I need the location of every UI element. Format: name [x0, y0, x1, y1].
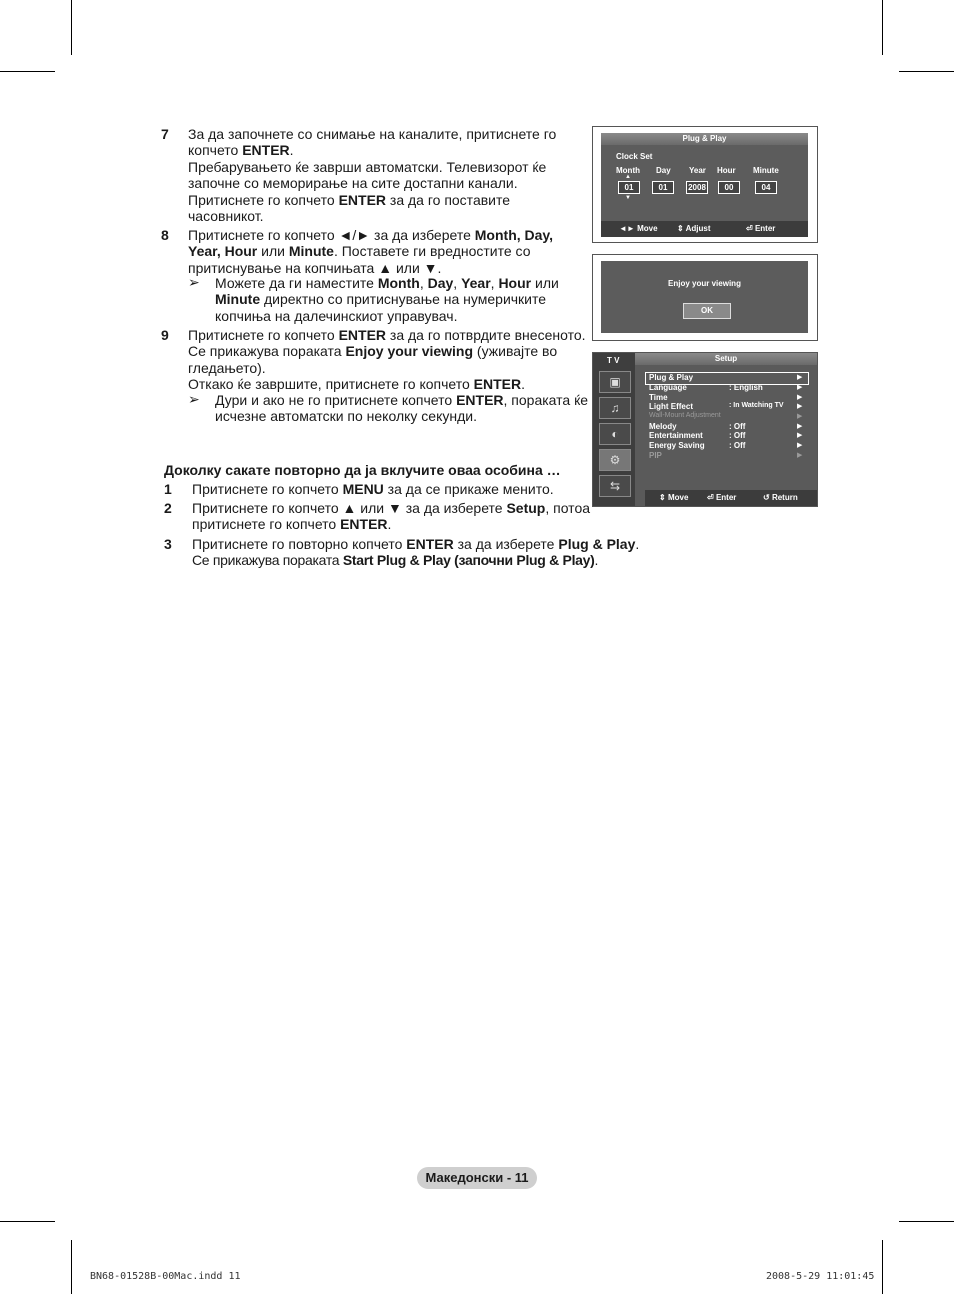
step-8-line: Year, Hour или Minute. Поставете ги вредностите со — [188, 243, 531, 260]
setup-icon[interactable]: ⚙ — [599, 449, 631, 471]
menu-item-plug-and-play[interactable]: Plug & Play — [649, 373, 694, 382]
crop-mark — [71, 0, 72, 55]
step-7-text — [188, 126, 556, 224]
menu-arrow-icon: ▶ — [797, 413, 803, 420]
channel-icon[interactable]: ◐ — [599, 423, 631, 445]
step-9-line: Се прикажува пораката Enjoy your viewing (уживајте во — [188, 343, 558, 360]
menu-arrow-icon: ▶ — [797, 423, 803, 430]
up-arrow-icon: ▲ — [625, 174, 631, 180]
page-number-badge: Македонски - 11 — [417, 1167, 537, 1189]
minute-label: Minute — [753, 166, 779, 175]
step-9-line: гледањето). — [188, 359, 266, 376]
crop-mark — [899, 71, 954, 72]
menu-item-language[interactable]: Language — [649, 383, 687, 392]
menu-item-pip: PIP — [649, 451, 662, 460]
month-field[interactable]: 01 — [618, 181, 640, 194]
setup-menu-screen — [592, 352, 818, 507]
menu-arrow-icon: ▶ — [797, 432, 803, 439]
footer-timestamp: 2008-5-29 11:01:45 — [766, 1271, 875, 1282]
enjoy-viewing-message: Enjoy your viewing — [668, 279, 741, 288]
step-9-number: 9 — [161, 327, 169, 343]
year-label: Year — [689, 166, 706, 175]
crop-mark — [0, 1221, 55, 1222]
menu-value-language: : English — [729, 383, 763, 392]
step-8-line: Притиснете го копчето ◄/► за да изберете Month, Day, — [188, 227, 554, 243]
step-8-note — [215, 275, 559, 324]
enjoy-viewing-panel — [601, 261, 808, 333]
step-9-note-line: Дури и ако не го притиснете копчето ENTER, пораката ќе — [215, 392, 588, 408]
day-field[interactable]: 01 — [652, 181, 674, 194]
clock-set-title: Plug & Play — [601, 133, 808, 145]
note-arrow-icon: ➢ — [188, 274, 200, 290]
crop-mark — [899, 1221, 954, 1222]
section-heading: Доколку сакате повторно да ја вклучите оваа особина … — [164, 462, 561, 478]
menu-arrow-icon: ▶ — [797, 452, 803, 459]
footer-file-info: BN68-01528B-00Mac.indd 11 — [90, 1271, 241, 1282]
step-7-line: часовникот. — [188, 208, 264, 225]
menu-item-energy-saving[interactable]: Energy Saving — [649, 441, 705, 450]
menu-arrow-icon: ▶ — [797, 374, 803, 381]
picture-icon[interactable]: ▣ — [599, 371, 631, 393]
step-9-text — [188, 327, 586, 393]
menu-value-entertainment: : Off — [729, 431, 746, 440]
crop-mark — [882, 0, 883, 55]
section-step-3-number: 3 — [164, 536, 172, 552]
step-8-text — [188, 227, 553, 276]
setup-sidebar — [593, 353, 635, 506]
clock-set-panel — [601, 133, 808, 237]
tv-label: T V — [607, 356, 620, 365]
menu-arrow-icon: ▶ — [797, 384, 803, 391]
clock-set-nav-bar — [601, 221, 808, 237]
menu-arrow-icon: ▶ — [797, 442, 803, 449]
clock-set-label: Clock Set — [616, 152, 653, 161]
move-hint: ⇕ Move — [659, 493, 689, 502]
section-step-1-number: 1 — [164, 481, 172, 497]
menu-item-light-effect[interactable]: Light Effect — [649, 402, 693, 411]
return-hint: ↺ Return — [763, 493, 798, 502]
enter-hint: ⏎ Enter — [707, 493, 737, 502]
menu-item-wall-mount-adjustment: Wall-Mount Adjustment — [649, 412, 721, 419]
note-arrow-icon: ➢ — [188, 391, 200, 407]
step-7-line: копчето ENTER. — [188, 142, 294, 159]
setup-title: Setup — [635, 353, 817, 365]
enter-hint: ⏎ Enter — [746, 224, 776, 233]
step-9-note — [215, 392, 588, 425]
year-field[interactable]: 2008 — [686, 181, 708, 194]
step-8-number: 8 — [161, 227, 169, 243]
menu-item-time[interactable]: Time — [649, 393, 668, 402]
crop-mark — [882, 1240, 883, 1294]
input-icon[interactable]: ⇆ — [599, 475, 631, 497]
clock-set-screen — [592, 126, 818, 243]
menu-value-light-effect: : In Watching TV — [729, 402, 784, 409]
menu-value-melody: : Off — [729, 422, 746, 431]
menu-item-entertainment[interactable]: Entertainment — [649, 431, 703, 440]
step-9-line: Притиснете го копчето ENTER за да го потврдите внесеното. — [188, 327, 586, 343]
step-9-note-line: исчезне автоматски по неколку секунди. — [215, 408, 477, 425]
step-7-number: 7 — [161, 126, 169, 142]
down-arrow-icon: ▼ — [625, 195, 631, 201]
menu-arrow-icon: ▶ — [797, 394, 803, 401]
menu-arrow-icon: ▶ — [797, 403, 803, 410]
step-7-line: Притиснете го копчето ENTER за да го поставите — [188, 191, 511, 208]
day-label: Day — [656, 166, 671, 175]
menu-item-melody[interactable]: Melody — [649, 422, 677, 431]
section-step-2-text: Притиснете го копчето ▲ или ▼ за да изберете Setup, потоа притиснете го копчето ENTER. — [192, 500, 591, 533]
step-7-line: Пребарувањето ќе заврши автоматски. Телевизорот ќе — [188, 158, 547, 175]
enjoy-viewing-screen — [592, 254, 818, 341]
crop-mark — [71, 1240, 72, 1294]
step-8-note-line: копчиња на далечинскиот управувач. — [215, 307, 458, 324]
step-8-note-line: Minute директно со притиснување на нумеричките — [215, 291, 547, 308]
section-step-3-text: Притиснете го повторно копчето ENTER за да изберете Plug & Play. Се прикажува пораката Start Plug & Play (започни Plug & Play). — [192, 536, 640, 569]
menu-value-energy-saving: : Off — [729, 441, 746, 450]
setup-nav-bar — [645, 490, 817, 506]
section-step-1-text: Притиснете го копчето MENU за да се прикаже менито. — [192, 481, 554, 497]
minute-field[interactable]: 04 — [755, 181, 777, 194]
month-label: Month — [616, 166, 640, 175]
step-8-line: притиснување на копчињата ▲ или ▼. — [188, 259, 442, 276]
hour-field[interactable]: 00 — [718, 181, 740, 194]
step-8-note-line: Можете да ги наместите Month, Day, Year, Hour или — [215, 275, 559, 291]
sound-icon[interactable]: ♫ — [599, 397, 631, 419]
step-9-line: Откако ќе завршите, притиснете го копчето ENTER. — [188, 376, 525, 393]
move-hint: ◄► Move — [619, 224, 658, 233]
hour-label: Hour — [717, 166, 736, 175]
step-7-line: За да започнете со снимање на каналите, притиснете го — [188, 126, 557, 142]
adjust-hint: ⇕ Adjust — [677, 224, 711, 233]
section-step-2-number: 2 — [164, 500, 172, 516]
crop-mark — [0, 71, 55, 72]
ok-button[interactable]: OK — [683, 303, 731, 319]
step-7-line: започне со меморирање на сите достапни канали. — [188, 175, 518, 192]
